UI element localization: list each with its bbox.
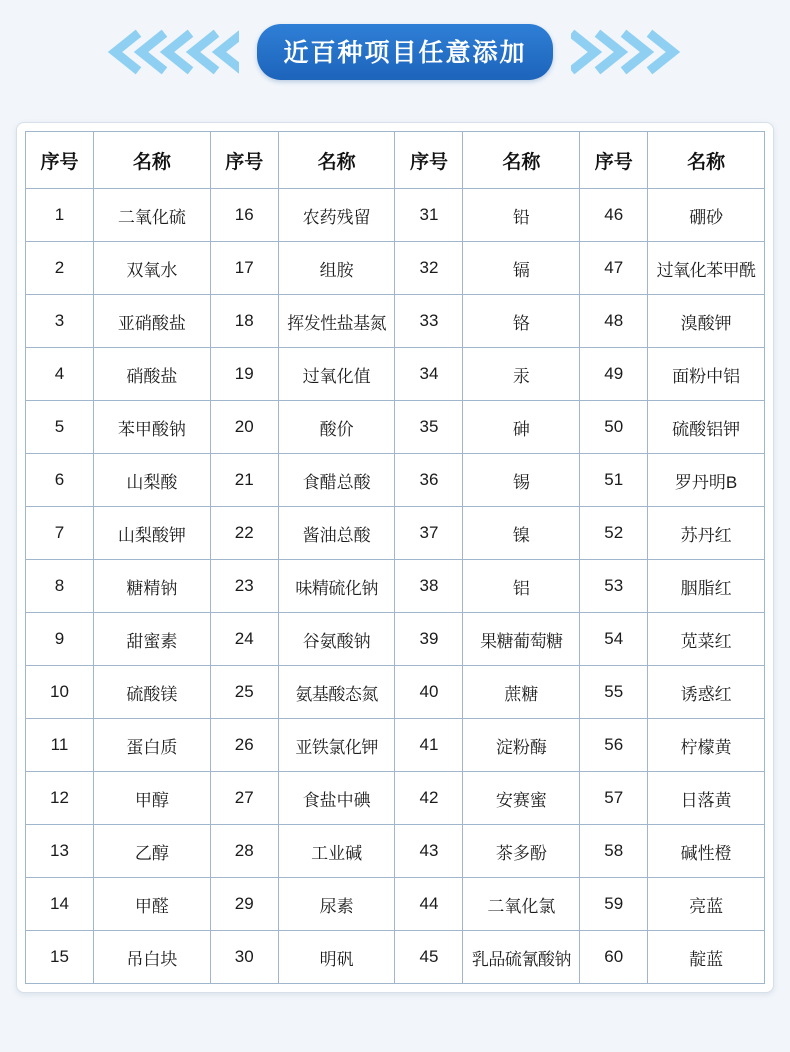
cell-index: 48 bbox=[580, 295, 648, 348]
cell-name: 硫酸镁 bbox=[93, 666, 210, 719]
table-row bbox=[26, 825, 765, 878]
cell-name: 挥发性盐基氮 bbox=[278, 295, 395, 348]
chevron-left-icon bbox=[99, 28, 239, 76]
column-header-index-1: 序号 bbox=[26, 132, 94, 189]
cell-index: 19 bbox=[210, 348, 278, 401]
cell-index: 58 bbox=[580, 825, 648, 878]
cell-index: 23 bbox=[210, 560, 278, 613]
cell-index: 52 bbox=[580, 507, 648, 560]
cell-name: 酸价 bbox=[278, 401, 395, 454]
cell-index: 20 bbox=[210, 401, 278, 454]
cell-name: 镍 bbox=[463, 507, 580, 560]
cell-name: 硼砂 bbox=[648, 189, 765, 242]
cell-name: 茶多酚 bbox=[463, 825, 580, 878]
cell-index: 2 bbox=[26, 242, 94, 295]
header bbox=[0, 0, 790, 100]
cell-name: 乳品硫氰酸钠 bbox=[463, 931, 580, 984]
cell-index: 15 bbox=[26, 931, 94, 984]
cell-name: 面粉中铝 bbox=[648, 348, 765, 401]
cell-name: 镉 bbox=[463, 242, 580, 295]
items-table bbox=[25, 131, 765, 984]
cell-name: 诱惑红 bbox=[648, 666, 765, 719]
cell-name: 糖精钠 bbox=[93, 560, 210, 613]
cell-index: 7 bbox=[26, 507, 94, 560]
cell-name: 苋菜红 bbox=[648, 613, 765, 666]
cell-index: 22 bbox=[210, 507, 278, 560]
cell-index: 33 bbox=[395, 295, 463, 348]
cell-index: 9 bbox=[26, 613, 94, 666]
cell-index: 14 bbox=[26, 878, 94, 931]
cell-name: 二氧化氯 bbox=[463, 878, 580, 931]
cell-index: 18 bbox=[210, 295, 278, 348]
table-row bbox=[26, 878, 765, 931]
cell-name: 蔗糖 bbox=[463, 666, 580, 719]
cell-index: 10 bbox=[26, 666, 94, 719]
cell-index: 24 bbox=[210, 613, 278, 666]
chevron-right-icon bbox=[571, 28, 691, 76]
cell-name: 吊白块 bbox=[93, 931, 210, 984]
cell-index: 57 bbox=[580, 772, 648, 825]
cell-name: 明矾 bbox=[278, 931, 395, 984]
cell-index: 27 bbox=[210, 772, 278, 825]
column-header-index-4: 序号 bbox=[580, 132, 648, 189]
cell-name: 氨基酸态氮 bbox=[278, 666, 395, 719]
cell-index: 39 bbox=[395, 613, 463, 666]
cell-index: 21 bbox=[210, 454, 278, 507]
cell-index: 36 bbox=[395, 454, 463, 507]
cell-index: 55 bbox=[580, 666, 648, 719]
table-row bbox=[26, 507, 765, 560]
column-header-name-3: 名称 bbox=[463, 132, 580, 189]
cell-name: 味精硫化钠 bbox=[278, 560, 395, 613]
cell-index: 8 bbox=[26, 560, 94, 613]
cell-index: 60 bbox=[580, 931, 648, 984]
cell-name: 食醋总酸 bbox=[278, 454, 395, 507]
cell-index: 37 bbox=[395, 507, 463, 560]
column-header-name-1: 名称 bbox=[93, 132, 210, 189]
cell-index: 54 bbox=[580, 613, 648, 666]
cell-index: 26 bbox=[210, 719, 278, 772]
cell-name: 双氧水 bbox=[93, 242, 210, 295]
cell-name: 农药残留 bbox=[278, 189, 395, 242]
cell-name: 山梨酸 bbox=[93, 454, 210, 507]
cell-name: 硫酸铝钾 bbox=[648, 401, 765, 454]
table-row bbox=[26, 348, 765, 401]
table-row bbox=[26, 454, 765, 507]
cell-index: 51 bbox=[580, 454, 648, 507]
cell-index: 17 bbox=[210, 242, 278, 295]
column-header-name-2: 名称 bbox=[278, 132, 395, 189]
cell-name: 二氧化硫 bbox=[93, 189, 210, 242]
cell-name: 蛋白质 bbox=[93, 719, 210, 772]
cell-name: 柠檬黄 bbox=[648, 719, 765, 772]
cell-name: 甲醛 bbox=[93, 878, 210, 931]
table-row bbox=[26, 613, 765, 666]
cell-name: 谷氨酸钠 bbox=[278, 613, 395, 666]
cell-index: 46 bbox=[580, 189, 648, 242]
cell-name: 安赛蜜 bbox=[463, 772, 580, 825]
cell-index: 59 bbox=[580, 878, 648, 931]
cell-name: 日落黄 bbox=[648, 772, 765, 825]
cell-name: 果糖葡萄糖 bbox=[463, 613, 580, 666]
cell-name: 过氧化值 bbox=[278, 348, 395, 401]
table-row bbox=[26, 772, 765, 825]
table-row bbox=[26, 295, 765, 348]
items-table-card bbox=[16, 122, 774, 993]
cell-name: 罗丹明B bbox=[648, 454, 765, 507]
cell-index: 30 bbox=[210, 931, 278, 984]
cell-index: 11 bbox=[26, 719, 94, 772]
cell-name: 食盐中碘 bbox=[278, 772, 395, 825]
cell-name: 尿素 bbox=[278, 878, 395, 931]
cell-name: 亮蓝 bbox=[648, 878, 765, 931]
cell-index: 44 bbox=[395, 878, 463, 931]
cell-index: 56 bbox=[580, 719, 648, 772]
cell-index: 1 bbox=[26, 189, 94, 242]
cell-name: 山梨酸钾 bbox=[93, 507, 210, 560]
cell-index: 6 bbox=[26, 454, 94, 507]
cell-name: 靛蓝 bbox=[648, 931, 765, 984]
cell-index: 25 bbox=[210, 666, 278, 719]
cell-index: 43 bbox=[395, 825, 463, 878]
table-row bbox=[26, 666, 765, 719]
cell-index: 42 bbox=[395, 772, 463, 825]
cell-index: 32 bbox=[395, 242, 463, 295]
cell-name: 亚铁氯化钾 bbox=[278, 719, 395, 772]
cell-name: 酱油总酸 bbox=[278, 507, 395, 560]
cell-name: 铬 bbox=[463, 295, 580, 348]
cell-index: 38 bbox=[395, 560, 463, 613]
cell-index: 49 bbox=[580, 348, 648, 401]
cell-name: 锡 bbox=[463, 454, 580, 507]
page-title: 近百种项目任意添加 bbox=[257, 24, 552, 80]
cell-name: 溴酸钾 bbox=[648, 295, 765, 348]
cell-name: 苏丹红 bbox=[648, 507, 765, 560]
cell-name: 甲醇 bbox=[93, 772, 210, 825]
cell-index: 45 bbox=[395, 931, 463, 984]
cell-index: 41 bbox=[395, 719, 463, 772]
column-header-index-3: 序号 bbox=[395, 132, 463, 189]
column-header-name-4: 名称 bbox=[648, 132, 765, 189]
table-row bbox=[26, 242, 765, 295]
cell-index: 3 bbox=[26, 295, 94, 348]
cell-index: 47 bbox=[580, 242, 648, 295]
cell-index: 4 bbox=[26, 348, 94, 401]
table-row bbox=[26, 719, 765, 772]
cell-index: 28 bbox=[210, 825, 278, 878]
cell-name: 碱性橙 bbox=[648, 825, 765, 878]
cell-name: 砷 bbox=[463, 401, 580, 454]
cell-name: 铅 bbox=[463, 189, 580, 242]
table-body bbox=[26, 189, 765, 984]
cell-index: 29 bbox=[210, 878, 278, 931]
cell-name: 硝酸盐 bbox=[93, 348, 210, 401]
cell-name: 组胺 bbox=[278, 242, 395, 295]
cell-name: 过氧化苯甲酰 bbox=[648, 242, 765, 295]
cell-index: 5 bbox=[26, 401, 94, 454]
table-row bbox=[26, 189, 765, 242]
table-row bbox=[26, 560, 765, 613]
cell-name: 淀粉酶 bbox=[463, 719, 580, 772]
cell-name: 甜蜜素 bbox=[93, 613, 210, 666]
cell-index: 13 bbox=[26, 825, 94, 878]
table-row bbox=[26, 931, 765, 984]
cell-name: 亚硝酸盐 bbox=[93, 295, 210, 348]
column-header-index-2: 序号 bbox=[210, 132, 278, 189]
table-row bbox=[26, 401, 765, 454]
cell-name: 工业碱 bbox=[278, 825, 395, 878]
cell-index: 34 bbox=[395, 348, 463, 401]
cell-index: 12 bbox=[26, 772, 94, 825]
cell-name: 苯甲酸钠 bbox=[93, 401, 210, 454]
cell-index: 35 bbox=[395, 401, 463, 454]
cell-name: 胭脂红 bbox=[648, 560, 765, 613]
cell-name: 乙醇 bbox=[93, 825, 210, 878]
cell-index: 53 bbox=[580, 560, 648, 613]
cell-index: 16 bbox=[210, 189, 278, 242]
cell-name: 铝 bbox=[463, 560, 580, 613]
cell-index: 50 bbox=[580, 401, 648, 454]
cell-index: 31 bbox=[395, 189, 463, 242]
cell-index: 40 bbox=[395, 666, 463, 719]
cell-name: 汞 bbox=[463, 348, 580, 401]
table-header-row bbox=[26, 132, 765, 189]
